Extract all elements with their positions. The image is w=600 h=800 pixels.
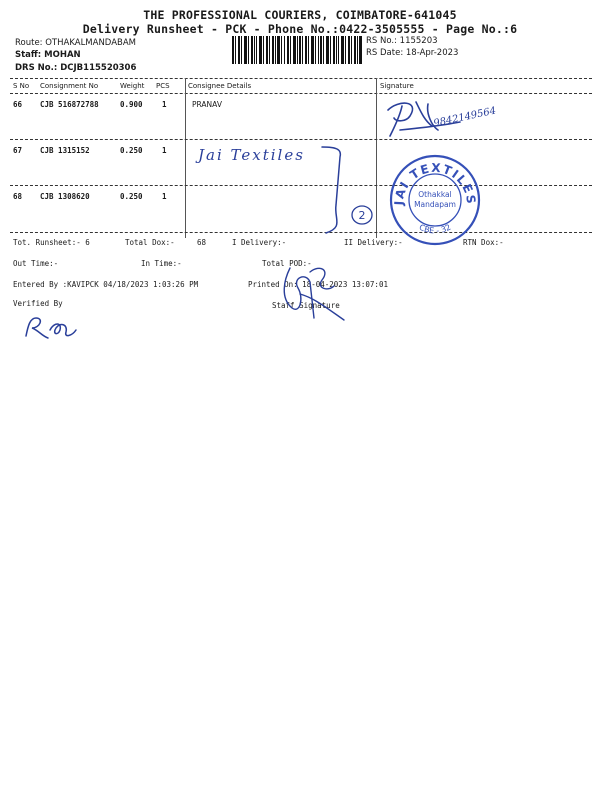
total-dox-label: Total Dox:-	[125, 238, 175, 247]
verified-by: Verified By	[13, 299, 63, 308]
total-dox-value: 68	[197, 238, 207, 247]
runsheet-barcode	[232, 36, 362, 64]
rtn-dox: RTN Dox:-	[463, 238, 504, 247]
printed-on: Printed On: 18-04-2023 13:07:01	[248, 280, 388, 289]
table-bottom-rule	[10, 232, 592, 233]
staff-label: Staff: MOHAN	[15, 50, 81, 60]
row66-handwritten-phone: 9842149564	[432, 105, 498, 130]
entered-by: Entered By :KAVIPCK 04/18/2023 1:03:26 PM	[13, 280, 199, 289]
rs-number: RS No.: 1155203	[366, 36, 438, 46]
row-consignee: PRANAV	[192, 100, 222, 109]
route-label: Route: OTHAKALMANDABAM	[15, 38, 137, 48]
row-consignment: CJB 516872788	[40, 100, 99, 109]
row-pcs: 1	[162, 192, 167, 201]
column-divider	[376, 78, 377, 238]
row-consignment: CJB 1308620	[40, 192, 90, 201]
ii-delivery: II Delivery:-	[344, 238, 403, 247]
company-stamp	[387, 152, 483, 248]
header-signature: Signature	[380, 82, 414, 90]
row-pcs: 1	[162, 100, 167, 109]
header-sno: S No	[13, 82, 30, 90]
table-top-rule	[10, 78, 592, 79]
runsheet-title: Delivery Runsheet - PCK - Phone No.:0422-3505555 - Page No.:6	[82, 22, 518, 36]
stamp-center-line1: Othakkal	[418, 190, 452, 199]
out-time: Out Time:-	[13, 259, 59, 268]
table-header-rule	[10, 93, 592, 94]
row-sno: 67	[13, 146, 23, 155]
row-rule	[10, 185, 592, 186]
row67-handwritten-name: Jai Textiles	[198, 146, 305, 164]
row-sno: 66	[13, 100, 23, 109]
in-time: In Time:-	[141, 259, 182, 268]
verified-signature-scribble	[22, 312, 82, 342]
header-consignee: Consignee Details	[188, 82, 252, 90]
row-weight: 0.250	[120, 146, 143, 155]
row-weight: 0.250	[120, 192, 143, 201]
rs-date: RS Date: 18-Apr-2023	[366, 48, 459, 58]
tot-runsheet: Tot. Runsheet:- 6	[13, 238, 90, 247]
row68-circled-mark	[350, 204, 374, 226]
stamp-bottom-text: CBE - 32	[417, 222, 453, 236]
column-divider	[185, 78, 186, 238]
drs-number: DRS No.: DCJB115520306	[15, 63, 137, 73]
header-consignment: Consignment No	[40, 82, 99, 90]
row-weight: 0.900	[120, 100, 143, 109]
staff-signature-scribble	[270, 258, 350, 328]
i-delivery: I Delivery:-	[232, 238, 287, 247]
row68-mark-text: 2	[358, 209, 366, 222]
stamp-ring-text: JAI TEXTILES	[391, 160, 479, 206]
stamp-center-line2: Mandapam	[414, 200, 456, 209]
company-title: THE PROFESSIONAL COURIERS, COIMBATORE-641045	[143, 8, 457, 22]
total-pod: Total POD:-	[262, 259, 312, 268]
svg-text:CBE - 32	[418, 223, 453, 236]
row-sno: 68	[13, 192, 23, 201]
header-pcs: PCS	[156, 82, 170, 90]
row-consignment: CJB 1315152	[40, 146, 90, 155]
staff-signature-label: Staff Signature	[272, 301, 340, 310]
header-weight: Weight	[120, 82, 145, 90]
row-pcs: 1	[162, 146, 167, 155]
